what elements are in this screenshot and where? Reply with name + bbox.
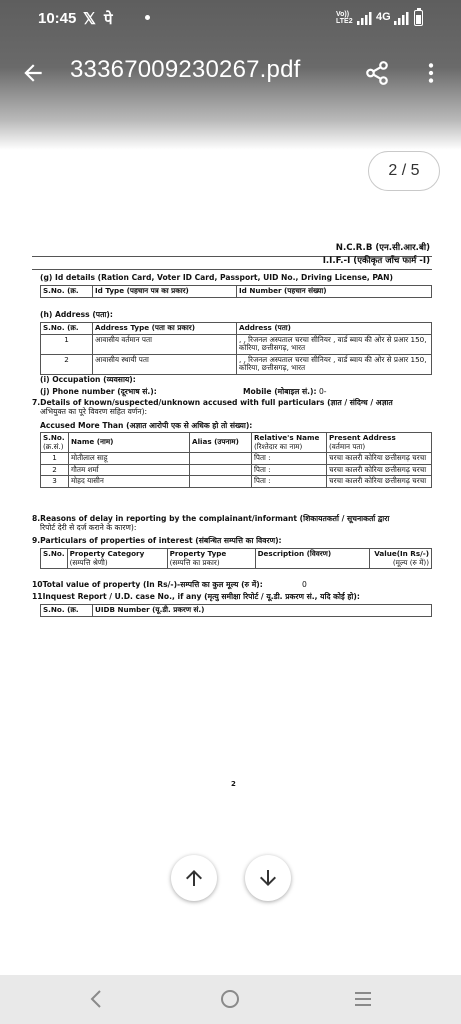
section-g-heading: (g) Id details (Ration Card, Voter ID Card, Passport, UID No., Driving License, PAN) — [40, 273, 393, 282]
accused-more-than: Accused More Than (अज्ञात आरोपी एक से अधिक हो तो संख्या): — [40, 421, 253, 430]
section-h-heading: (h) Address (पता): — [40, 310, 113, 319]
divider — [32, 269, 432, 270]
table-row: 3 मोहद यासीन पिता : चरचा कालरी कोरिया छत्तीसगढ़ चरचा — [41, 476, 432, 488]
table-header: Description (विवरण) — [255, 549, 369, 569]
x-app-icon: 𝕏 — [83, 11, 96, 28]
table-row: 2 गौतम शर्मा पिता : चरचा कालरी कोरिया छत्तीसगढ़ चरचा — [41, 464, 432, 476]
table-header: UIDB Number (यू.डी. प्रकरण सं.) — [93, 605, 432, 617]
mobile-line: Mobile (मोबाइल सं.): 0- — [243, 387, 327, 396]
inquest-table — [40, 604, 432, 617]
app-bar — [0, 44, 461, 100]
status-bar — [0, 0, 461, 38]
table-header: Alias (उपनाम) — [190, 433, 252, 453]
document-page-number: 2 — [231, 780, 236, 788]
table-header: Address (पता) — [237, 323, 432, 335]
share-icon[interactable] — [364, 60, 390, 86]
document-title: 33367009230267.pdf — [70, 56, 301, 83]
table-row: 2 आवासीय स्थायी पता , , रिजनल अस्पताल चरचा सीनियर , वार्ड ब्वाय की ओर से प्रआर 150, कोरिया, छत्तीसगढ़, भारत — [41, 354, 432, 374]
address-table — [40, 322, 432, 375]
section-7-heading: 7.Details of known/suspected/unknown accused with full particulars (ज्ञात / संदिग्ध / अज्ञात — [32, 398, 393, 407]
signal-icon — [357, 12, 373, 25]
table-header: Value(In Rs/-) (मूल्य (रु में)) — [369, 549, 431, 569]
table-header: S.No. (क्र.सं.) — [41, 433, 69, 453]
ncrb-header: N.C.R.B (एन.सी.आर.बी) — [335, 243, 430, 253]
system-nav-bar — [0, 975, 461, 1024]
accused-table — [40, 432, 432, 488]
id-details-table — [40, 285, 432, 298]
table-row: 1 आवासीय वर्तमान पता , , रिजनल अस्पताल चरचा सीनियर , वार्ड ब्वाय की ओर से प्रआर 150, कोरिया, छत्तीसगढ़, भारत — [41, 334, 432, 354]
section-11-heading: 11Inquest Report / U.D. case No., if any (मृत्यु समीक्षा रिपोर्ट / यू.डी. प्रकरण सं., यदि कोई हो): — [32, 592, 360, 601]
total-value: 0 — [302, 580, 307, 589]
home-icon[interactable] — [219, 988, 241, 1010]
notification-dot-icon — [145, 15, 150, 20]
status-time: 10:45 — [38, 10, 77, 27]
iif-header: I.I.F.-I (एकीकृत जाँच फार्म -I) — [322, 256, 430, 266]
occupation-line: (i) Occupation (व्यवसाय): — [40, 375, 136, 384]
recents-icon[interactable] — [352, 988, 374, 1010]
page-indicator: 2 / 5 — [368, 151, 440, 191]
table-header: S.No. (क्र. — [41, 286, 93, 298]
table-header: Id Number (पहचान संख्या) — [237, 286, 432, 298]
table-header: Property Category (सम्पत्ति श्रेणी) — [67, 549, 167, 569]
arrow-down-icon — [256, 866, 280, 890]
arrow-up-icon — [182, 866, 206, 890]
table-header: Property Type (सम्पत्ति का प्रकार) — [167, 549, 255, 569]
network-type: 4G — [376, 11, 391, 23]
signal-icon — [394, 12, 410, 25]
table-header: Address Type (पता का प्रकार) — [93, 323, 237, 335]
section-7-subheading: अभियुक्त का पूरे विवरण सहित वर्णन): — [40, 407, 148, 416]
previous-page-button[interactable] — [171, 855, 217, 901]
table-header: S.No. (क्र. — [41, 605, 93, 617]
next-page-button[interactable] — [245, 855, 291, 901]
table-header: S.No. — [41, 549, 68, 569]
battery-icon — [414, 10, 423, 26]
table-header: Id Type (पहचान पत्र का प्रकार) — [93, 286, 237, 298]
table-header: Name (नाम) — [69, 433, 190, 453]
more-vert-icon[interactable] — [418, 60, 444, 86]
property-table — [40, 548, 432, 569]
back-arrow-icon[interactable] — [20, 60, 46, 86]
phone-line: (j) Phone number (दूरभाष सं.): — [40, 387, 157, 396]
back-icon[interactable] — [86, 988, 108, 1010]
table-row: 1 मोतीलाल साहू पिता : चरचा कालरी कोरिया छत्तीसगढ़ चरचा — [41, 453, 432, 465]
pe-app-icon: पे — [104, 11, 113, 28]
volte-indicator: Vo)) LTE2 — [336, 11, 353, 25]
section-9-heading: 9.Particulars of properties of interest (संबन्धित सम्पत्ति का विवरण): — [32, 536, 282, 545]
section-8-heading: 8.Reasons of delay in reporting by the complainant/informant (शिकायतकर्ता / सूचनाकर्ता द्वारा — [32, 514, 390, 523]
section-8-subheading: रिपोर्ट देरी से दर्ज कराने के कारण): — [40, 523, 137, 532]
section-10-total: 10Total value of property (In Rs/-)-सम्पत्ति का कुल मूल्य (रु में): — [32, 580, 263, 589]
table-header: Relative's Name (रिश्तेदार का नाम) — [252, 433, 327, 453]
table-header: Present Address (वर्तमान पता) — [327, 433, 432, 453]
table-header: S.No. (क्र. — [41, 323, 93, 335]
